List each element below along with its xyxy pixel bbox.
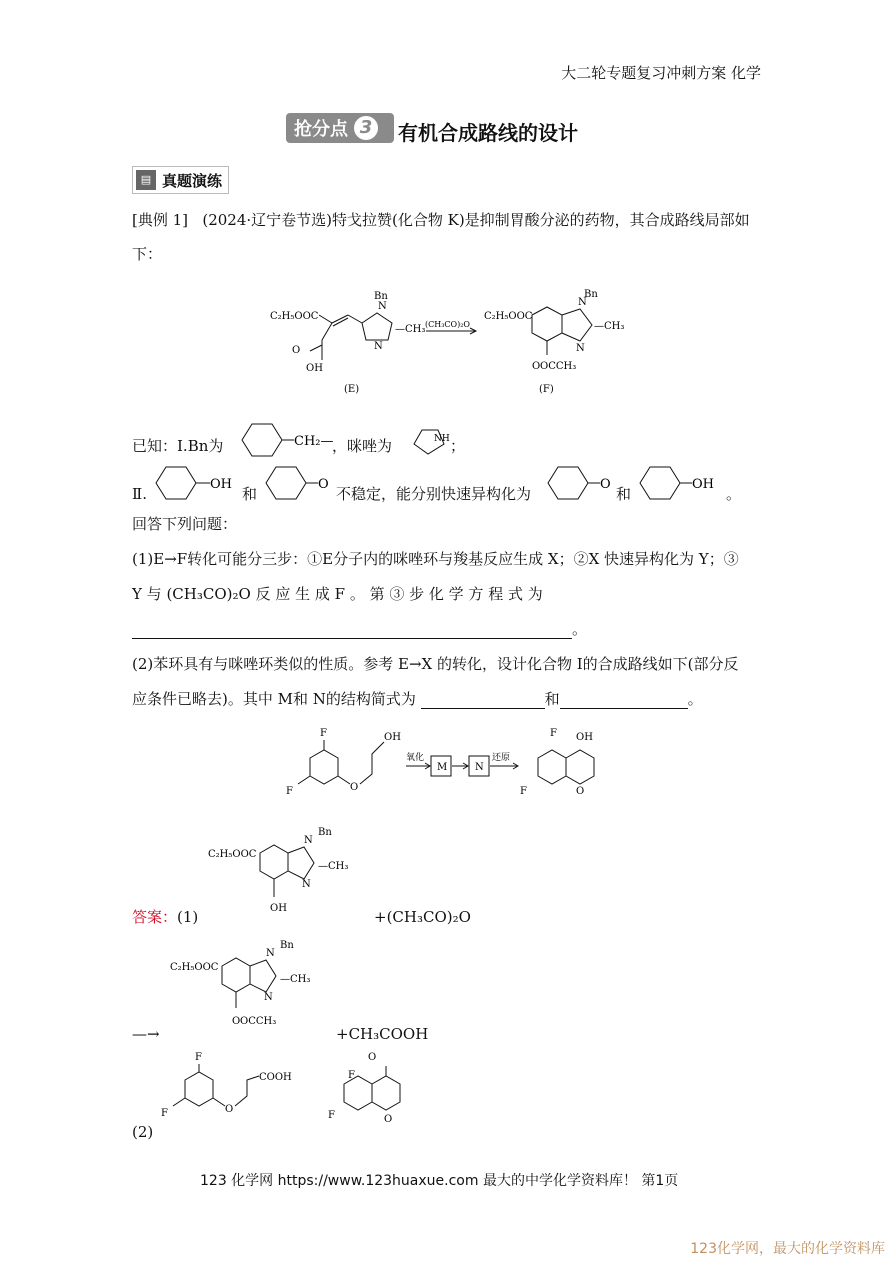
i-o-label: O: [576, 786, 585, 797]
ans-bn-label: Bn: [318, 827, 332, 838]
phenol-oh-label: OH: [692, 477, 714, 492]
ans-ester-label: C₂H₅OOC: [208, 849, 257, 860]
page-header: 大二轮专题复习冲刺方案 化学: [561, 64, 761, 82]
ans-n1-label: N: [304, 835, 313, 846]
route-oh-label: OH: [384, 732, 401, 743]
answer-label: 答案：: [132, 908, 178, 926]
e-n1-label: N: [378, 301, 387, 312]
and-2: 和: [616, 485, 632, 503]
route-o-label: O: [350, 782, 359, 793]
n-o1-label: O: [368, 1052, 377, 1063]
enone-o-label: O: [318, 477, 329, 492]
section-heading: [132, 166, 229, 194]
answer-prompt: 回答下列问题：: [132, 515, 238, 533]
q1-line2: Y 与 (CH₃CO)₂O 反 应 生 成 F 。 第 ③ 步 化 学 方 程 式 为: [132, 585, 543, 603]
section-label: 真题演练: [162, 171, 223, 190]
route-to-i: [280, 722, 610, 812]
f-bn-label: Bn: [584, 289, 598, 300]
page-title: 有机合成路线的设计: [398, 121, 578, 145]
title-badge-label: 抢分点: [294, 119, 348, 140]
m-f1-label: F: [195, 1052, 202, 1063]
e-ester-label: C₂H₅OOC: [270, 311, 319, 322]
e-label: (E): [344, 384, 360, 395]
reaction-e-to-f: [262, 285, 642, 400]
ans-oh-label: OH: [270, 903, 287, 914]
svg-text:O: O: [292, 345, 301, 356]
phenol-structure: [636, 463, 726, 505]
svg-text:O: O: [232, 1016, 241, 1027]
q2-line2: [132, 689, 703, 709]
m-label: M: [437, 762, 448, 773]
answer-part1: (1): [177, 908, 199, 926]
e-n2-label: N: [374, 341, 383, 352]
answer-structure-n: [322, 1048, 432, 1128]
ans-f-ch3-label: —CH₃: [280, 974, 311, 985]
enol-oh-label: OH: [210, 477, 232, 492]
title-badge: [286, 113, 394, 143]
question-intro: [132, 210, 750, 230]
known-ii-end: 。: [726, 485, 742, 503]
f-n2-label: N: [576, 343, 585, 354]
known-i-label: 已知：Ⅰ.Bn为: [132, 437, 224, 455]
e-ch3-label: —CH₃: [395, 324, 426, 335]
enol-structure-1: [148, 463, 243, 505]
q1-answer-line: [132, 619, 587, 639]
known-mid: ，咪唑为: [332, 437, 393, 455]
answer-line-1: [132, 907, 198, 927]
m-f2-label: F: [161, 1108, 168, 1119]
ketone-structure: [544, 463, 616, 505]
watermark: 123化学网，最大的化学资料库: [690, 1241, 885, 1257]
book-icon: ▤: [136, 170, 156, 190]
title-badge-number: 3: [354, 116, 378, 140]
q2-end: 。: [687, 690, 703, 708]
n-o2-label: O: [384, 1114, 393, 1125]
answer-part2: (2): [132, 1123, 154, 1141]
answer-structure-y: [200, 825, 380, 915]
ans-ch3-label: —CH₃: [318, 861, 349, 872]
ans-f-n1-label: N: [266, 948, 275, 959]
imidazole-nh-label: NH: [434, 434, 450, 444]
ans-f-bn-label: Bn: [280, 940, 294, 951]
n-f1-label: F: [348, 1070, 355, 1081]
ch2-label: CH₂—: [294, 434, 334, 449]
known-ii-label: Ⅱ.: [132, 485, 147, 503]
page-footer: 123 化学网 https://www.123huaxue.com 最大的中学化学资料库！ 第1页: [200, 1173, 679, 1189]
m-o-label: O: [225, 1104, 234, 1115]
reagent-label: (CH₃CO)₂O: [425, 320, 470, 329]
oxid-label: 氧化: [406, 753, 425, 763]
i-oh-label: OH: [576, 732, 593, 743]
q2-line1: (2)苯环具有与咪唑环类似的性质。参考 E→X 的转化，设计化合物 I的合成路线如下(部分反: [132, 655, 739, 673]
q1-blank[interactable]: [132, 622, 572, 639]
m-blank[interactable]: [421, 692, 545, 709]
reduce-label: 还原: [492, 753, 511, 763]
n-label: N: [475, 762, 484, 773]
benzyl-structure: [236, 418, 346, 462]
imidazole-structure: [410, 422, 452, 460]
n-blank[interactable]: [560, 692, 688, 709]
route-f1-label: F: [320, 728, 327, 739]
example-tag: [典例 1]: [132, 211, 189, 229]
e-bn-label: Bn: [374, 291, 388, 302]
known-ii-text: 不稳定，能分别快速异构化为: [336, 485, 532, 503]
i-f2-label: F: [520, 786, 527, 797]
intro-text: 特戈拉赞(化合物 K)是抑制胃酸分泌的药物，其合成路线局部如: [332, 211, 750, 229]
i-f1-label: F: [550, 728, 557, 739]
source-tag: (2024·辽宁卷节选): [202, 211, 332, 229]
intro-text-2: 下：: [132, 245, 163, 263]
m-cooh-label: COOH: [259, 1072, 292, 1083]
f-label: (F): [539, 384, 554, 395]
f-ococh3-label: OCCH₃: [540, 361, 577, 372]
svg-text:O: O: [532, 361, 541, 372]
ans-f-ester-label: C₂H₅OOC: [170, 962, 219, 973]
answer-plus-1: +(CH₃CO)₂O: [374, 908, 471, 926]
ans-n2-label: N: [302, 879, 311, 890]
route-f2-label: F: [286, 786, 293, 797]
enone-structure-1: [262, 463, 334, 505]
n-f2-label: F: [328, 1110, 335, 1121]
ans-f-ococh3-label: OCCH₃: [240, 1016, 277, 1027]
known-end: ；: [450, 437, 466, 455]
e-oh-label: OH: [306, 363, 323, 374]
ans-f-n2-label: N: [264, 992, 273, 1003]
and-1: 和: [242, 485, 258, 503]
answer-arrow: —→: [132, 1025, 160, 1043]
ketone-o-label: O: [600, 477, 611, 492]
answer-structure-f: [162, 940, 342, 1035]
f-ch3-label: —CH₃: [594, 321, 625, 332]
q1-end: 。: [572, 620, 588, 638]
f-n1-label: N: [578, 297, 587, 308]
answer-plus-2: +CH₃COOH: [336, 1025, 429, 1043]
q2-text: 应条件已略去)。其中 M和 N的结构简式为: [132, 690, 416, 708]
q2-and: 和: [544, 690, 560, 708]
answer-structure-m: [155, 1048, 305, 1128]
f-ester-label: C₂H₅OOC: [484, 311, 533, 322]
q1-line1: (1)E→F转化可能分三步：①E分子内的咪唑环与羧基反应生成 X；②X 快速异构化为 Y；③: [132, 550, 739, 568]
